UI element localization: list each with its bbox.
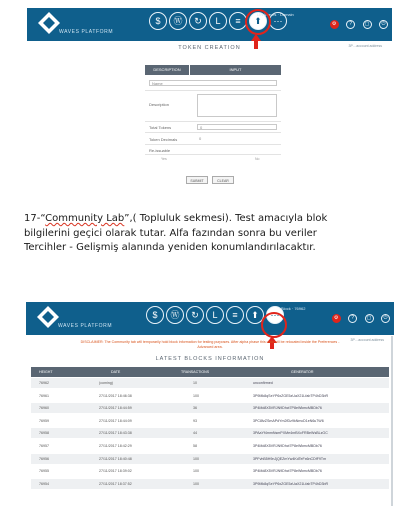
block-height-cell: 76960 — [39, 406, 49, 411]
block-date-cell: 27/11/2017 18:37:52 — [99, 481, 132, 486]
block-date-cell: 27/11/2017 18:42:29 — [99, 444, 132, 448]
table-row[interactable] — [31, 441, 389, 451]
description-field[interactable] — [197, 94, 277, 117]
top-menu-text: LIN Waves · Domain — [257, 12, 294, 17]
column-generator: GENERATOR — [291, 370, 314, 374]
description-column-header: DESCRIPTION — [145, 65, 189, 75]
highlight-circle — [245, 9, 271, 35]
logo-text-2: WAVES PLATFORM — [58, 323, 113, 329]
block-generator-cell[interactable]: 3PC8fzZSmAPdYm2fDz9kNmcD1eN6u7W6 — [253, 418, 324, 423]
paragraph-line-3: Tercihler - Gelişmiş alanında yeniden konumlandırılacaktır. — [24, 242, 316, 253]
disclaimer-line-2: Advanced area. — [197, 345, 223, 349]
history-icon[interactable]: ↻ — [186, 306, 204, 324]
coin-icon[interactable]: Ⓦ — [166, 306, 184, 324]
column-transactions: TRANSACTIONS — [181, 370, 210, 374]
block-date-cell: 27/11/2017 18:44:09 — [99, 418, 132, 423]
block-height-cell: 76954 — [39, 481, 49, 486]
reissuable-options — [145, 157, 281, 163]
block-transactions-cell: 100 — [193, 481, 199, 486]
leasing-icon[interactable]: L — [209, 12, 227, 30]
logo-text: WAVES PLATFORM — [59, 29, 114, 35]
token-name-field[interactable]: Name — [149, 80, 277, 86]
table-row[interactable] — [31, 403, 389, 413]
coin-icon[interactable]: Ⓦ — [169, 12, 187, 30]
paragraph-line-1 — [24, 212, 396, 227]
block-height-cell: 76955 — [39, 469, 49, 474]
table-row[interactable] — [31, 466, 389, 476]
clear-button[interactable]: CLEAR — [212, 176, 234, 184]
block-date-cell: 27/11/2017 18:44:59 — [99, 406, 132, 411]
form-header — [145, 65, 281, 75]
block-transactions-cell: 10 — [193, 381, 197, 385]
community-icon[interactable]: ⋯ — [269, 12, 287, 30]
block-transactions-cell: 100 — [193, 393, 199, 398]
block-height-cell: 76957 — [39, 444, 49, 448]
table-row[interactable] — [31, 391, 389, 401]
table-row[interactable] — [31, 454, 389, 464]
block-transactions-cell: 100 — [193, 469, 199, 474]
block-height-cell: 76958 — [39, 431, 49, 436]
wallet-icon[interactable]: $ — [146, 306, 164, 324]
block-generator-cell[interactable]: 3P4Md8X5VRJN9Dhct7P8eWkmcMBDb76 — [253, 469, 322, 474]
table-row[interactable] — [31, 416, 389, 426]
top-navigation-bar — [27, 8, 392, 41]
table-row[interactable] — [31, 428, 389, 438]
token-creation-icon[interactable]: ⬆ — [246, 306, 264, 324]
account-address-2: 3P…account address — [350, 338, 384, 342]
description-label: Description — [149, 102, 170, 107]
block-transactions-cell: 44 — [193, 431, 197, 436]
community-lab-icon[interactable]: ⋯ — [266, 306, 284, 324]
table-row[interactable] — [31, 479, 389, 489]
total-tokens-field[interactable]: 0 — [197, 124, 277, 130]
reissuable-label: Re-issuable — [149, 148, 171, 153]
table-row[interactable] — [31, 378, 389, 388]
token-decimals-field[interactable]: 0 — [197, 136, 277, 142]
block-date-cell: 27/11/2017 18:46:38 — [99, 393, 132, 398]
block-transactions-cell: 100 — [193, 456, 199, 461]
power-icon[interactable]: ⏻ — [379, 20, 388, 29]
block-date-cell: 27/11/2017 18:39:02 — [99, 469, 132, 474]
history-icon[interactable]: ↻ — [189, 12, 207, 30]
reissuable-no-option[interactable]: No — [255, 157, 260, 161]
top-navigation-bar-2 — [26, 302, 394, 335]
block-generator-cell[interactable]: 3P4Md8X5VRJN9Dhct7P8eWkmcMBDb76 — [253, 406, 322, 411]
block-height-cell: 76956 — [39, 456, 49, 461]
block-date-cell: 27/11/2017 18:43:38 — [99, 431, 132, 436]
token-creation-icon[interactable]: ⬆ — [249, 12, 267, 30]
copy-icon[interactable]: ▢ — [365, 314, 374, 323]
account-address: 3P…account address — [348, 44, 382, 48]
submit-button[interactable]: SUBMIT — [186, 176, 208, 184]
window-controls — [327, 12, 388, 30]
settings-icon[interactable]: ⚙ — [332, 314, 341, 323]
block-generator-cell[interactable]: unconfirmed — [253, 381, 273, 385]
block-date-cell: (coming) — [99, 381, 113, 385]
total-tokens-label: Total Tokens — [149, 125, 172, 130]
section-title-2: LATEST BLOCKS INFORMATION — [155, 356, 265, 362]
column-date: DATE — [111, 370, 121, 374]
help-icon[interactable]: ? — [346, 20, 355, 29]
section-title: TOKEN CREATION — [178, 45, 241, 51]
disclaimer-text — [26, 340, 394, 350]
block-height-cell: 76959 — [39, 418, 49, 423]
token-decimals-label: Token Decimals — [149, 137, 178, 142]
block-date-cell: 27/11/2017 18:40:48 — [99, 456, 132, 461]
form-row-name — [145, 76, 281, 91]
window-controls-2 — [329, 306, 390, 324]
line1-prefix: 17-“ — [24, 213, 46, 224]
block-generator-cell[interactable]: 3P9Mk8qSeYP6xZGE5zUaX21LfabTP4hD3bR — [253, 393, 329, 398]
highlight-circle-2 — [261, 312, 287, 338]
block-transactions-cell: 36 — [193, 406, 197, 411]
help-icon[interactable]: ? — [348, 314, 357, 323]
disclaimer-line-1: DISCLAIMER: The Community tab will temporarily hold block information for testing purposes. After alpha phase this data will be relocated inside the Preferences - — [80, 340, 340, 344]
paragraph-line-2: bilgilerini geçici olarak tutar. Alfa fazından sonra bu veriler — [24, 227, 317, 239]
block-generator-cell[interactable]: 3PFvhB5H9nJjQEZmYw4KdTeFx6nCDfF9Tm — [253, 456, 327, 461]
input-column-header: INPUT — [190, 65, 281, 75]
exchange-icon[interactable]: ≡ — [229, 12, 247, 30]
wallet-icon[interactable]: $ — [149, 12, 167, 30]
scrollbar[interactable] — [391, 336, 393, 506]
block-generator-cell[interactable]: 3P4Md8X5VRJN9Dhct7P8eWkmcMBDb76 — [253, 444, 322, 448]
block-generator-cell[interactable]: 3P9Mk8qSeYP6xZGE5zUaX21LfabTP4hD3bR — [253, 481, 329, 486]
form-row-token-decimals — [145, 134, 281, 145]
exchange-icon[interactable]: ≡ — [226, 306, 244, 324]
leasing-icon[interactable]: L — [206, 306, 224, 324]
document-paragraph — [24, 212, 396, 256]
column-height: HEIGHT — [39, 370, 53, 374]
block-generator-cell[interactable]: 3PAaYf4mmNsmPXMe4nrBXcFRBeWsBLzGC — [253, 431, 328, 436]
power-icon[interactable]: ⏻ — [381, 314, 390, 323]
top-menu-text-2: Block · 76962 — [281, 306, 306, 311]
table-header — [31, 367, 389, 377]
reissuable-yes-option[interactable]: Yes — [161, 157, 167, 161]
form-row-reissuable — [145, 146, 281, 155]
block-height-cell: 76961 — [39, 393, 49, 398]
block-transactions-cell: 93 — [193, 418, 197, 423]
waves-logo-2 — [36, 305, 60, 329]
community-lab-term: Community Lab — [45, 213, 125, 224]
waves-logo — [37, 11, 61, 35]
form-row-total-tokens — [145, 122, 281, 133]
line1-suffix: ”,( Topluluk sekmesi). Test amacıyla blok — [124, 213, 328, 224]
form-row-description — [145, 91, 281, 122]
copy-icon[interactable]: ▢ — [363, 20, 372, 29]
block-transactions-cell: 58 — [193, 444, 197, 448]
block-height-cell: 76962 — [39, 381, 49, 385]
settings-icon[interactable]: ⚙ — [330, 20, 339, 29]
